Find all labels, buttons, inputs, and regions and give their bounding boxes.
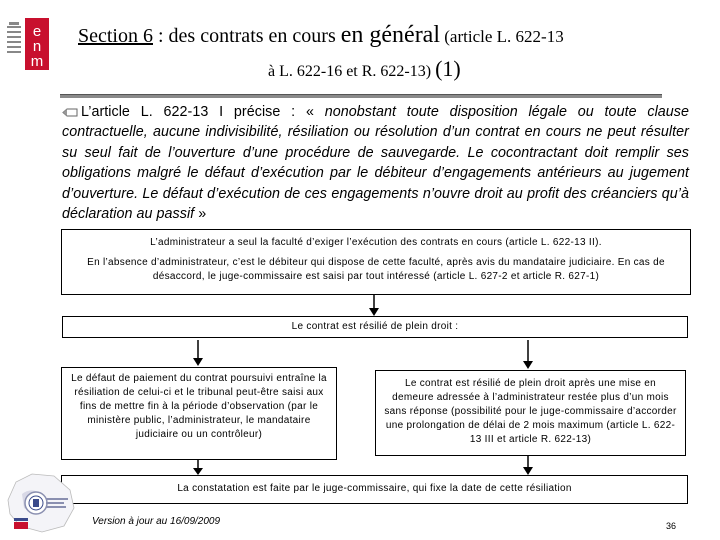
paragraph-outro: » bbox=[194, 206, 207, 223]
box1-line2: En l’absence d’administrateur, c’est le débiteur qui dispose de cette faculté, après avis du mandataire judiciaire. En cas de désaccord, le juge-commissaire est saisi par tout intéressé (article L. 627-2 et article R. 627-1) bbox=[87, 257, 665, 282]
paragraph-quote: nonobstant toute disposition légale ou toute clause contractuelle, aucune indivisibilité, résiliation ou résolution d’un contrat en cours ne peut résulter su seul fait de l’ouverture d’une procédure de sauvegarde. Le cocontractant doit remplir ses obligations malgré le défaut d’exécution par le débiteur d’engagements antérieurs au jugement d’ouverture. Le défaut d’exécution de ces engagements n’ouvre droit au profit des créanciers qu’à déclaration au passif bbox=[62, 104, 690, 223]
arrow-down-icon bbox=[522, 456, 534, 476]
arrow-down-icon bbox=[192, 340, 204, 367]
title-part1: : des contrats en cours bbox=[153, 25, 341, 47]
title-divider bbox=[60, 94, 662, 98]
payment-default-box: Le défaut de paiement du contrat poursuivi entraîne la résiliation de celui-ci et le tribunal peut-être saisi aux fins de mettre fin à la période d’observation (par le ministère public, l’administrateur, le mandataire judiciaire ou un contrôleur) bbox=[61, 367, 337, 460]
page-number: 36 bbox=[666, 521, 677, 531]
pen-bullet-icon bbox=[62, 107, 78, 118]
arrow-down-icon bbox=[192, 460, 204, 476]
title-part2: en général bbox=[340, 22, 441, 48]
page-title-line2 bbox=[268, 56, 461, 82]
paragraph-intro: L’article L. 622-13 I précise : « bbox=[81, 104, 325, 120]
version-date: Version à jour au 16/09/2009 bbox=[92, 516, 221, 527]
administrator-faculty-box bbox=[61, 229, 691, 295]
intro-paragraph bbox=[62, 102, 689, 224]
title-part3: (article L. 622-13 bbox=[440, 27, 564, 46]
title-line2a: à L. 622-16 et R. 622-13) bbox=[268, 63, 436, 80]
ministry-seal-icon bbox=[2, 468, 80, 536]
arrow-down-icon bbox=[522, 340, 534, 370]
logo-letter-n: n bbox=[32, 38, 42, 55]
enm-logo bbox=[5, 18, 51, 70]
arrow-down-icon bbox=[368, 295, 380, 317]
formal-notice-box: Le contrat est résilié de plein droit après une mise en demeure adressée à l’administrateur restée plus d’un mois sans réponse (possibilité pour le juge-commissaire d’accorder une prolongation de délai de 2 mois maximum (article L. 622-13 III et article R. 622-13) bbox=[375, 370, 686, 456]
logo-letter-m: m bbox=[30, 53, 44, 70]
resiliation-box: Le contrat est résilié de plein droit : bbox=[62, 316, 688, 338]
box1-line1: L’administrateur a seul la faculté d’exiger l’exécution des contrats en cours (article L. 622-13 II). bbox=[150, 237, 602, 248]
title-section: Section 6 bbox=[78, 25, 153, 47]
title-line2b: (1) bbox=[435, 56, 461, 81]
judge-finding-box: La constatation est faite par le juge-commissaire, qui fixe la date de cette résiliation bbox=[61, 475, 688, 504]
page-title bbox=[78, 22, 718, 49]
logo-letter-e: e bbox=[32, 23, 42, 40]
